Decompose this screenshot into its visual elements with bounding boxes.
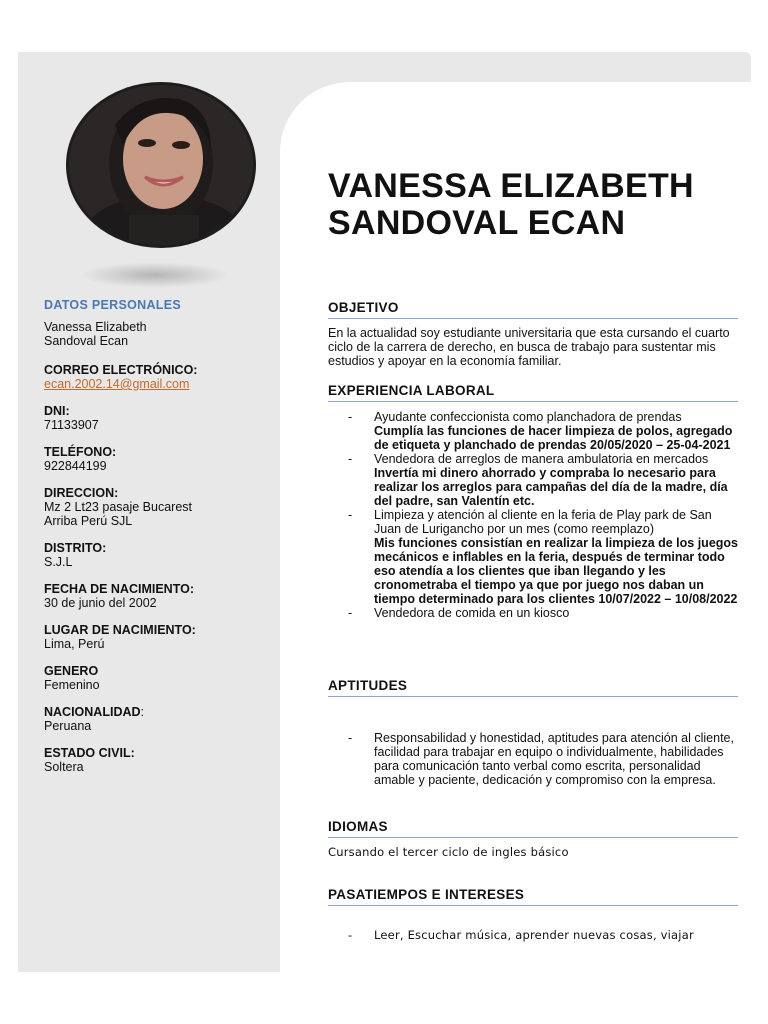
- phone-value: 922844199: [44, 459, 107, 473]
- personal-data-column: [44, 298, 264, 774]
- nationality-label-row: [44, 705, 264, 719]
- experience-item: [328, 606, 738, 620]
- email-link[interactable]: ecan.2002.14@gmail.com: [44, 377, 190, 391]
- languages-section: [328, 819, 738, 859]
- languages-text: Cursando el tercer ciclo de ingles básico: [328, 845, 569, 859]
- district-label: DISTRITO:: [44, 541, 107, 555]
- experience-role: - Limpieza y atención al cliente en la feria de Play park de San Juan de Lurigancho por un mes (como reemplazo): [374, 508, 712, 536]
- nationality-label: NACIONALIDAD: [44, 705, 141, 719]
- birth-date-value: 30 de junio del 2002: [44, 596, 157, 610]
- name-line-2: SANDOVAL ECAN: [328, 204, 626, 242]
- objective-title: OBJETIVO: [328, 300, 738, 319]
- gender-value: Femenino: [44, 678, 100, 692]
- full-name-line-1: Vanessa Elizabeth: [44, 320, 147, 334]
- birth-date-label: FECHA DE NACIMIENTO:: [44, 582, 194, 596]
- experience-role: - Ayudante confeccionista como planchadora de prendas: [374, 410, 682, 424]
- hobbies-list: [328, 928, 738, 942]
- experience-item: [328, 508, 738, 606]
- languages-title: IDIOMAS: [328, 819, 738, 838]
- profile-portrait-icon: [69, 85, 253, 245]
- experience-title: EXPERIENCIA LABORAL: [328, 383, 738, 402]
- experience-list: [328, 410, 738, 620]
- full-name-line-2: Sandoval Ecan: [44, 334, 129, 348]
- experience-detail: Mis funciones consistían en realizar la limpieza de los juegos mecánicos e inflables en la feria, después de terminar todo eso atendía a los clientes que iban llegando y les cronometraba el tiempo ya que por juego nos daban un tiempo determinado para los clientes 10/07/2022 – 10/08/2022: [374, 536, 738, 606]
- gender-label: GENERO: [44, 664, 99, 678]
- aptitudes-list: [328, 731, 738, 787]
- objective-text: En la actualidad soy estudiante universitaria que esta cursando el cuarto ciclo de la carrera de derecho, en busca de trabajo para sustentar mis estudios y apoyar en la economía familiar.: [328, 326, 730, 368]
- phone-label: TELÉFONO:: [44, 445, 117, 459]
- candidate-name: [328, 168, 748, 242]
- hobbies-section: [328, 887, 738, 942]
- email-label: CORREO ELECTRÓNICO:: [44, 363, 198, 377]
- district-value: S.J.L: [44, 555, 73, 569]
- experience-section: [328, 383, 738, 620]
- nationality-value: Peruana: [44, 719, 92, 733]
- hobbies-title: PASATIEMPOS E INTERESES: [328, 887, 738, 906]
- dni-label: DNI:: [44, 404, 70, 418]
- birth-place-value: Lima, Perú: [44, 637, 105, 651]
- address-line-2: Arriba Perú SJL: [44, 514, 133, 528]
- nationality-colon: :: [140, 705, 145, 719]
- civil-status-value: Soltera: [44, 760, 84, 774]
- name-line-1: VANESSA ELIZABETH: [328, 167, 694, 205]
- experience-role: - Vendedora de arreglos de manera ambulatoria en mercados: [374, 452, 709, 466]
- experience-detail: Cumplía las funciones de hacer limpieza de polos, agregado de etiqueta y planchado de prendas 20/05/2020 – 25-04-2021: [374, 424, 733, 452]
- experience-item: [328, 410, 738, 452]
- address-label: DIRECCION:: [44, 486, 119, 500]
- experience-detail: Invertía mi dinero ahorrado y compraba lo necesario para realizar los arreglos para campañas del día de la madre, día del padre, san Valentín etc.: [374, 466, 728, 508]
- experience-role: - Vendedora de comida en un kiosco: [374, 606, 570, 620]
- hobbies-item: - Leer, Escuchar música, aprender nuevas cosas, viajar: [328, 928, 738, 942]
- aptitudes-item: - Responsabilidad y honestidad, aptitudes para atención al cliente, facilidad para trabajar en equipo o individualmente, habilidades para comunicación tanto verbal como escrita, personalidad amable y paciente, dedicación y compromiso con la empresa.: [328, 731, 738, 787]
- birth-place-label: LUGAR DE NACIMIENTO:: [44, 623, 196, 637]
- dni-value: 71133907: [44, 418, 99, 432]
- experience-item: [328, 452, 738, 508]
- photo-shadow: [80, 262, 230, 288]
- address-line-1: Mz 2 Lt23 pasaje Bucarest: [44, 500, 192, 514]
- personal-data-title: DATOS PERSONALES: [44, 298, 181, 312]
- aptitudes-section: [328, 678, 738, 787]
- objective-section: [328, 300, 738, 368]
- profile-photo: [66, 82, 256, 248]
- aptitudes-title: APTITUDES: [328, 678, 738, 697]
- civil-status-label: ESTADO CIVIL:: [44, 746, 135, 760]
